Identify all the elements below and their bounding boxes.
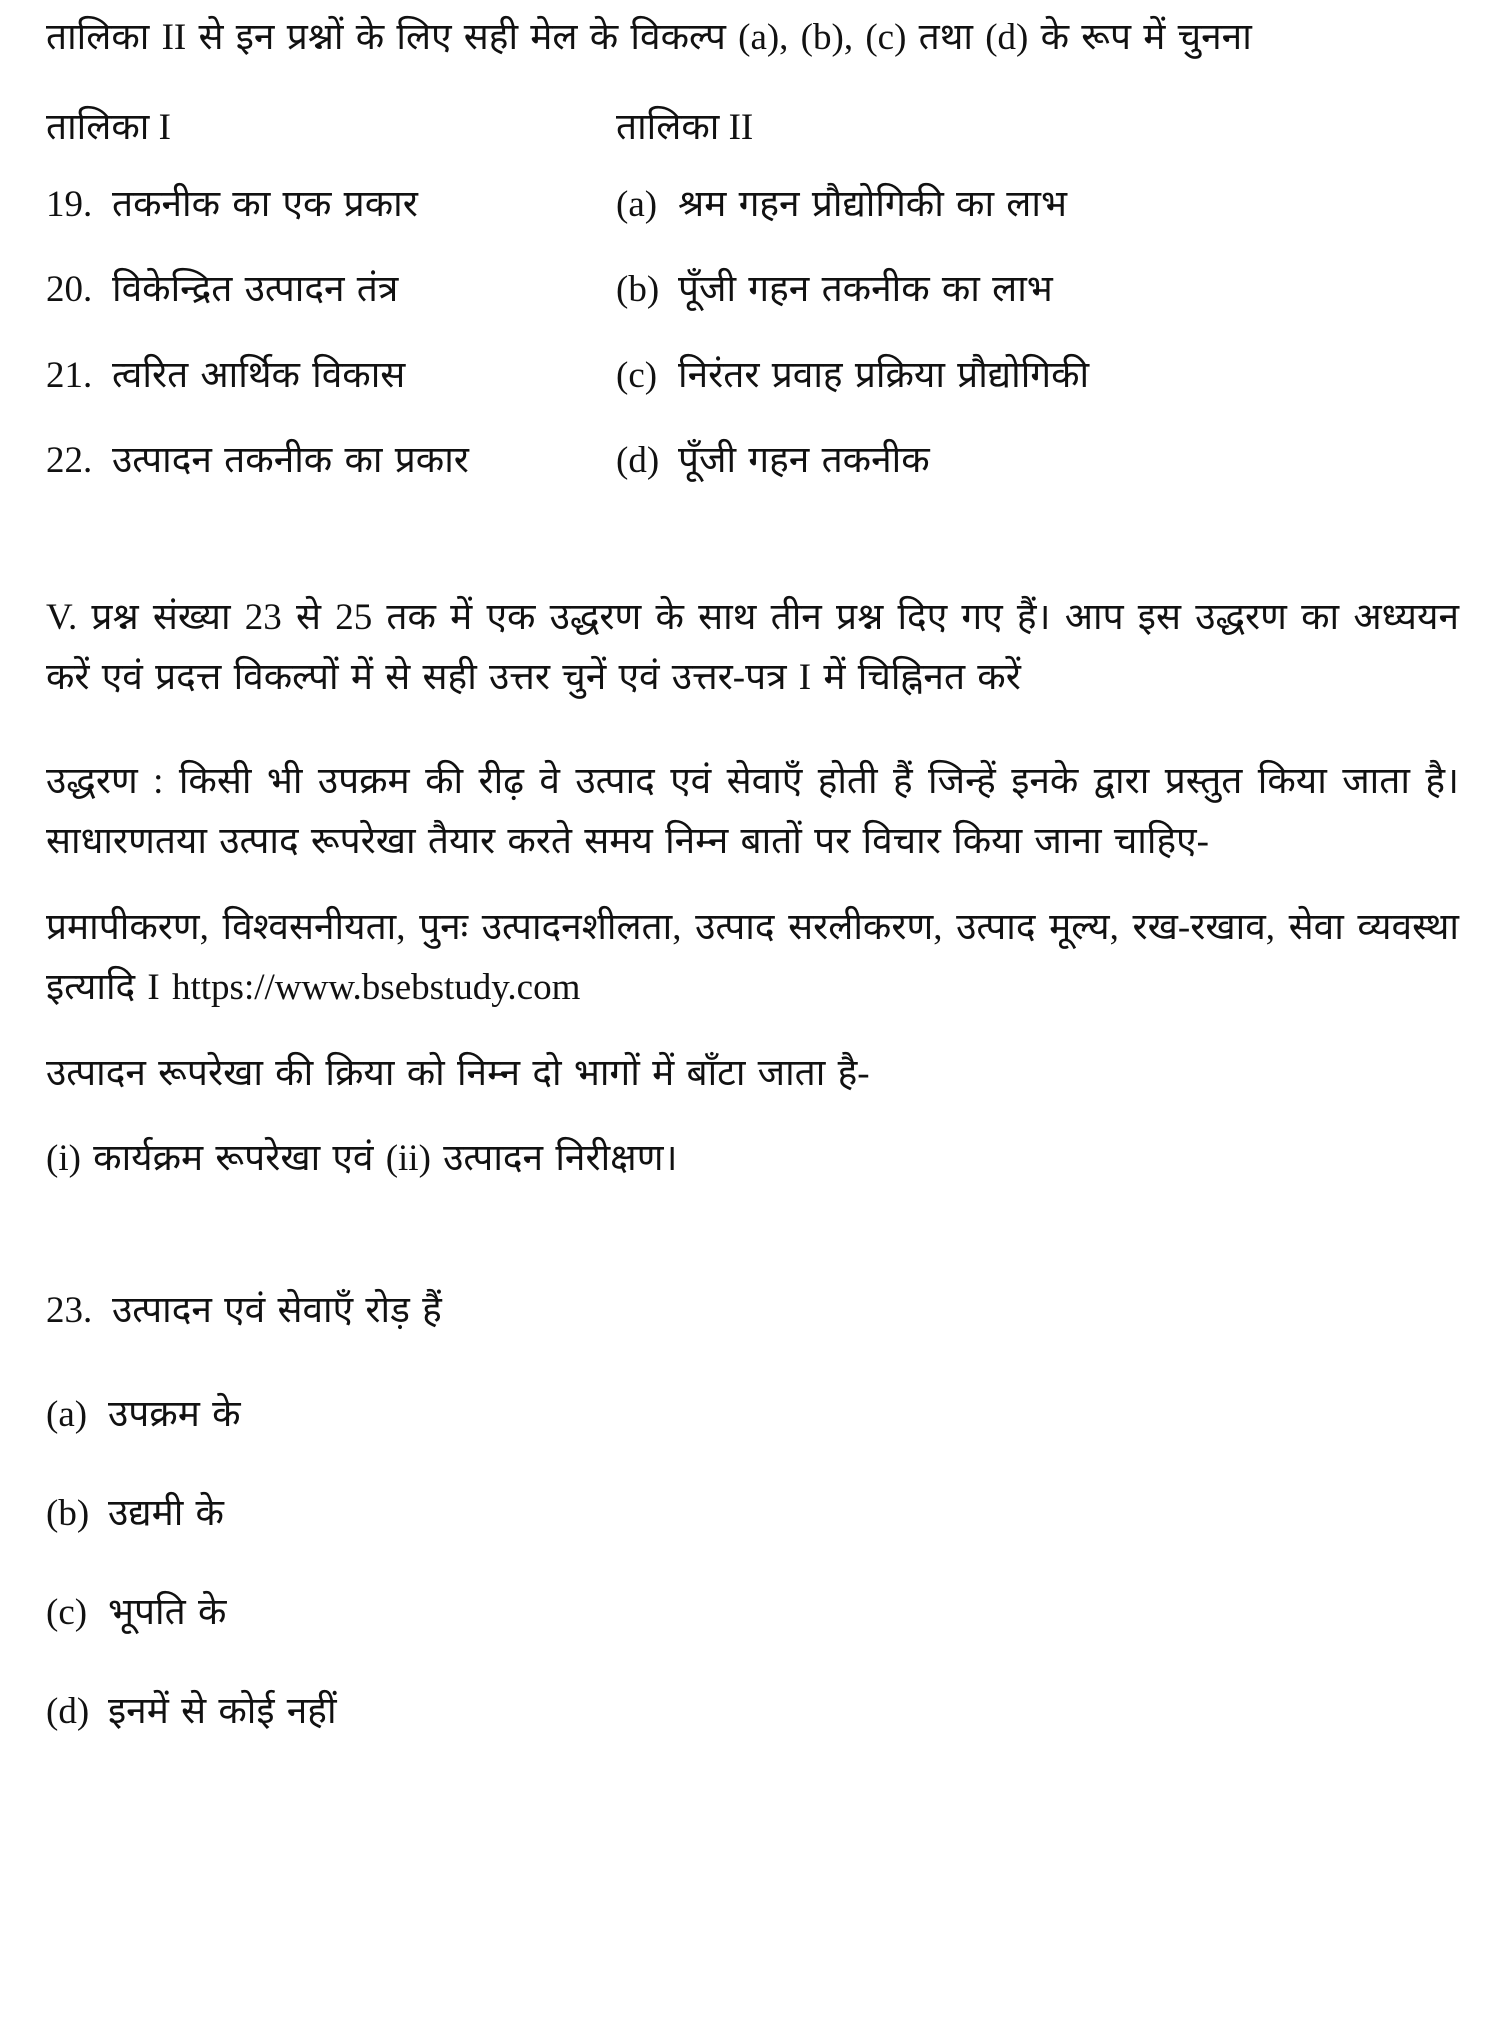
option-key: (a)	[616, 184, 658, 226]
option-key: (d)	[616, 439, 660, 481]
question-23-option-a[interactable]	[46, 1385, 1459, 1444]
section-v-instruction: V. प्रश्न संख्या 23 से 25 तक में एक उद्धरण के साथ तीन प्रश्न दिए गए हैं। आप इस उद्धरण का अध्ययन करें एवं प्रदत्त विकल्पों में से सही उत्तर चुनें एवं उत्तर-पत्र I में चिह्निनत करें	[46, 596, 1459, 698]
item-number: 21.	[46, 354, 93, 396]
question-23-option-b[interactable]	[46, 1484, 1459, 1543]
table-1-cell	[46, 175, 616, 234]
option-key: (d)	[46, 1691, 90, 1733]
table-1-cell	[46, 431, 616, 490]
matching-intro-text: तालिका II से इन प्रश्नों के लिए सही मेल के विकल्प (a), (b), (c) तथा (d) के रूप में चुनना	[46, 17, 1252, 58]
table-row	[46, 431, 1459, 490]
passage-paragraph-2: प्रमापीकरण, विश्वसनीयता, पुनः उत्पादनशीलता, उत्पाद सरलीकरण, उत्पाद मूल्य, रख-रखाव, सेवा व्यवस्था इत्यादि I https://www.bsebstudy.com	[46, 906, 1459, 1008]
table-2-header: तालिका II	[616, 106, 754, 148]
table-1-cell	[46, 346, 616, 405]
option-key: (a)	[46, 1393, 88, 1435]
table-2-cell	[616, 346, 1459, 405]
table-1-cell	[46, 260, 616, 319]
passage-paragraph-3: उत्पादन रूपरेखा की क्रिया को निम्न दो भागों में बाँटा जाता है-	[46, 1052, 870, 1094]
option-key: (b)	[616, 269, 660, 311]
option-text: पूँजी गहन तकनीक का लाभ	[678, 269, 1053, 311]
option-text: श्रम गहन प्रौद्योगिकी का लाभ	[678, 184, 1067, 226]
option-text: भूपति के	[108, 1591, 227, 1633]
item-number: 20.	[46, 269, 93, 311]
option-key: (c)	[46, 1591, 88, 1633]
passage-paragraph-1: उद्धरण : किसी भी उपक्रम की रीढ़ वे उत्पाद एवं सेवाएँ होती हैं जिन्हें इनके द्वारा प्रस्तुत किया जाता है। साधारणतया उत्पाद रूपरेखा तैयार करते समय निम्न बातों पर विचार किया जाना चाहिए-	[46, 760, 1459, 862]
table-2-cell	[616, 431, 1459, 490]
item-text: त्वरित आर्थिक विकास	[112, 354, 406, 396]
passage-paragraph-4: (i) कार्यक्रम रूपरेखा एवं (ii) उत्पादन निरीक्षण।	[46, 1138, 678, 1180]
item-text: तकनीक का एक प्रकार	[112, 184, 418, 226]
matching-table-body	[46, 175, 1459, 490]
option-text: उद्यमी के	[108, 1492, 224, 1534]
table-row	[46, 346, 1459, 405]
section-spacer	[46, 516, 1459, 588]
option-text: उपक्रम के	[108, 1393, 241, 1435]
table-1-header: तालिका I	[46, 106, 171, 148]
item-number: 22.	[46, 439, 93, 481]
question-23	[46, 1281, 1459, 1340]
item-text: विकेन्द्रित उत्पादन तंत्र	[112, 269, 399, 311]
table-2-cell	[616, 260, 1459, 319]
table-2-cell	[616, 175, 1459, 234]
matching-table-headers	[46, 98, 1459, 157]
table-row	[46, 175, 1459, 234]
option-key: (c)	[616, 354, 658, 396]
section-spacer	[46, 1209, 1459, 1281]
option-key: (b)	[46, 1492, 90, 1534]
table-row	[46, 260, 1459, 319]
question-text: उत्पादन एवं सेवाएँ रोड़ हैं	[112, 1290, 442, 1332]
item-text: उत्पादन तकनीक का प्रकार	[112, 439, 469, 481]
question-23-option-c[interactable]	[46, 1583, 1459, 1642]
option-text: पूँजी गहन तकनीक	[678, 439, 930, 481]
option-text: इनमें से कोई नहीं	[108, 1691, 337, 1733]
option-text: निरंतर प्रवाह प्रक्रिया प्रौद्योगिकी	[678, 354, 1090, 396]
item-number: 19.	[46, 184, 93, 226]
spacer	[46, 734, 1459, 752]
question-23-option-d[interactable]	[46, 1682, 1459, 1741]
question-number: 23.	[46, 1290, 93, 1332]
